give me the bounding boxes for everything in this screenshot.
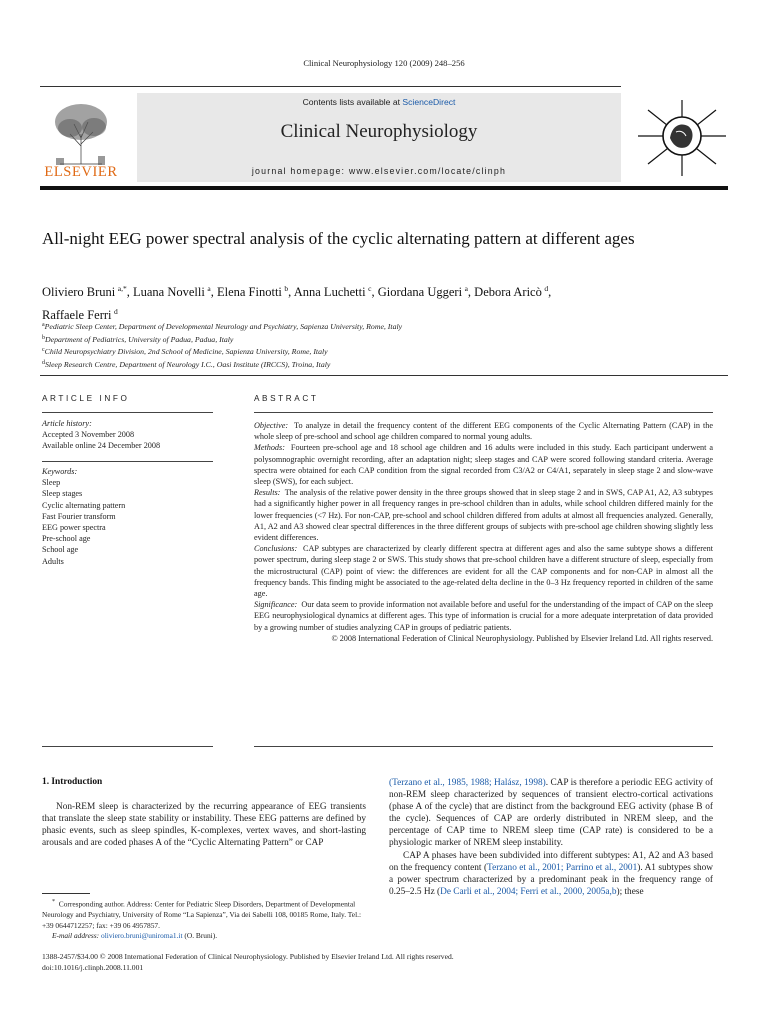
author-name[interactable]: Giordana Uggeri bbox=[377, 285, 463, 299]
author-name[interactable]: Elena Finotti bbox=[216, 285, 282, 299]
intro-text: CAP A phases have been subdivided into different subtypes: A1, A2 and A3 based on the frequency content ( bbox=[389, 850, 713, 873]
conclusions-text: CAP subtypes are characterized by clearly different spectra at different ages and also the same subtype shows a different power spectrum, during sleep stage 2 or SWS. This study shows that pre-school children have a different structure of sleep, especially from the microstructural (CAP) point of view: the differences are evident for all the CAP components and for non-CAP in almost all the frequency bands. This finding might be associated to the age-related delta decline in the 0–3 Hz frequency reported in children of the same age. bbox=[254, 544, 713, 599]
abstract-label: ABSTRACT bbox=[254, 394, 319, 403]
keyword: Sleep stages bbox=[42, 489, 83, 499]
author-affiliation-marker: d bbox=[544, 284, 549, 293]
affiliation-line bbox=[42, 358, 682, 371]
header-divider bbox=[40, 86, 621, 87]
footnote-text: Corresponding author. Address: Center for Pediatric Sleep Disorders, Department of Developmental Neurology and Psychiatry, University of Rome “La Sapienza”, Via dei Sabelli 108, 00185 Rome, Italy. Tel.: +39 0644712257; fax: +39 06 4957857. bbox=[42, 899, 362, 930]
contents-line bbox=[137, 97, 621, 107]
section-divider bbox=[40, 375, 728, 376]
author-affiliation-marker: c bbox=[368, 284, 372, 293]
author-list: Oliviero Bruni $^{a,*}$, Luana Novelli $^a$, Elena Finotti $^b$, Anna Luchetti $^c$, Giordana Uggeri $^a$, Debora Aricò $^d$, Raffaele Ferri $^d$ bbox=[42, 284, 552, 322]
abstract-significance bbox=[254, 599, 713, 633]
bottom-meta bbox=[42, 952, 642, 974]
affiliation-marker: d bbox=[42, 359, 45, 366]
affiliation-text: Sleep Research Centre, Department of Neurology I.C., Oasi Institute (IRCCS), Troina, Italy bbox=[45, 359, 331, 369]
abstract-end-rule bbox=[254, 746, 713, 747]
journal-homepage[interactable]: journal homepage: www.elsevier.com/locate/clinph bbox=[251, 166, 507, 176]
keyword: Pre-school age bbox=[42, 534, 91, 544]
methods-label: Methods: bbox=[254, 443, 285, 453]
paper-title: All-night EEG power spectral analysis of the cyclic alternating pattern at different ages bbox=[42, 229, 635, 248]
keywords-rule bbox=[42, 461, 213, 462]
keyword: School age bbox=[42, 545, 79, 555]
author-email-link[interactable]: oliviero.bruni@uniroma1.it bbox=[101, 931, 183, 941]
affiliation-text: Pediatric Sleep Center, Department of Developmental Neurology and Psychiatry, Sapienza University, Rome, Italy bbox=[44, 322, 403, 331]
affiliations bbox=[42, 320, 682, 370]
corresponding-author-footnote bbox=[42, 897, 368, 942]
doi[interactable]: doi:10.1016/j.clinph.2008.11.001 bbox=[42, 962, 144, 972]
email-label: E-mail address: bbox=[52, 931, 100, 941]
author-affiliation-marker: d bbox=[114, 307, 118, 316]
footnote-text-block bbox=[42, 897, 368, 931]
citation-link[interactable]: De Carli et al., 2004; Ferri et al., 2000, 2005a,b bbox=[440, 886, 617, 897]
author-affiliation-marker: b bbox=[284, 284, 289, 293]
keyword: Adults bbox=[42, 556, 64, 566]
publisher-logo-text: ELSEVIER bbox=[44, 164, 118, 180]
intro-text: . CAP is therefore a periodic EEG activity of non-REM sleep characterized by sequences of transient electro-cortical activations (phase A of the cycle) that are distinct from the background EEG activity (phase B of the cycle). Sequences of CAP are orderly distributed in NREM sleep, and the percentage of CAP time to NREM sleep time (CAP rate) is considered to be a physiologic marker of NREM sleep instability. bbox=[389, 778, 713, 849]
significance-text: Our data seem to provide information not available before and useful for the understanding of the impact of CAP on the sleep EEG neurophysiological dynamics at different ages. This type of information is crucial for a more adequate interpretation of data provided by a growing number of studies analyzing CAP in groups of pediatric patients. bbox=[254, 600, 713, 632]
abstract-conclusions bbox=[254, 543, 713, 599]
journal-title: Clinical Neurophysiology bbox=[280, 121, 478, 142]
journal-banner bbox=[137, 93, 621, 182]
intro-right-column bbox=[389, 777, 713, 898]
contents-prefix: Contents lists available at bbox=[302, 97, 403, 107]
accepted-date: Accepted 3 November 2008 bbox=[42, 430, 135, 440]
abstract-copyright: © 2008 International Federation of Clinical Neurophysiology. Published by Elsevier Ireland Ltd. All rights reserved. bbox=[331, 633, 713, 643]
abstract-rule bbox=[254, 412, 713, 413]
results-text: The analysis of the relative power density in the three groups showed that in sleep stage 2 and in SWS, CAP A1, A2, A3 subtypes had a significantly higher power in all frequency ranges in pre-school children than in adults, while school children differed mainly for the lower frequencies (<7 Hz). For non-CAP, pre-school and school children differed from adults at almost all frequencies analyzed. Generally, A1, A2 and A3 showed clear spectral differences in the three different groups of subjects with pre-school age children showing slightly less evident differences. bbox=[254, 488, 713, 543]
issn-copyright: 1388-2457/$34.00 © 2008 International Federation of Clinical Neurophysiology. Published by Elsevier Ireland Ltd. All rights reserved. bbox=[42, 952, 454, 961]
author-affiliation-marker: a,* bbox=[117, 284, 127, 293]
objective-label: Objective: bbox=[254, 421, 289, 430]
author-name[interactable]: Luana Novelli bbox=[133, 285, 205, 299]
affiliation-line bbox=[42, 333, 682, 346]
author-affiliation-marker: a bbox=[207, 284, 211, 293]
affiliation-line bbox=[42, 345, 682, 358]
abstract-body bbox=[254, 420, 713, 644]
abstract-objective bbox=[254, 420, 713, 442]
intro-paragraph bbox=[389, 850, 713, 898]
citation-link[interactable]: Terzano et al., 2001; Parrino et al., 2001 bbox=[487, 862, 638, 873]
journal-emblem-icon bbox=[632, 96, 732, 180]
author-name[interactable]: Raffaele Ferri bbox=[42, 308, 112, 322]
affiliation-marker: a bbox=[42, 322, 45, 328]
affiliation-text: Child Neuropsychiatry Division, 2nd School of Medicine, Sapienza University, Rome, Italy bbox=[44, 347, 328, 356]
results-label: Results: bbox=[254, 488, 281, 498]
affiliation-text: Department of Pediatrics, University of Padua, Padua, Italy bbox=[45, 334, 234, 344]
author-name[interactable]: Anna Luchetti bbox=[293, 285, 366, 299]
keyword: Cyclic alternating pattern bbox=[42, 500, 126, 510]
article-info-end-rule bbox=[42, 746, 213, 747]
conclusions-label: Conclusions: bbox=[254, 544, 298, 554]
sciencedirect-link[interactable]: ScienceDirect bbox=[402, 97, 456, 107]
abstract-results bbox=[254, 487, 713, 543]
footnote-rule bbox=[42, 893, 90, 894]
keywords-block bbox=[42, 466, 213, 567]
article-info-label: ARTICLE INFO bbox=[42, 394, 130, 403]
available-date: Available online 24 December 2008 bbox=[42, 441, 161, 451]
affiliation-marker: c bbox=[42, 347, 45, 353]
affiliation-marker: b bbox=[42, 334, 45, 341]
author-affiliation-marker: a bbox=[464, 284, 468, 293]
email-suffix: (O. Bruni). bbox=[184, 931, 218, 941]
journal-citation: Clinical Neurophysiology 120 (2009) 248–256 bbox=[303, 58, 465, 68]
intro-text: ); these bbox=[616, 886, 644, 897]
methods-text: Fourteen pre-school age and 18 school age children and 16 adults were included in this study. Each participant underwent a polysomnographic overnight recording, after an adaptation night; sleep stages and CAP were scored following standard criteria. Average spectra were obtained for each CAP condition from the signal recorded from C3/A2 or C4/A1, separately in sleep stage 2 and slow-wave sleep (SWS), for each subject. bbox=[254, 443, 714, 487]
intro-left-paragraph: Non-REM sleep is characterized by the recurring appearance of EEG transients that translate the sleep state stability or instability. These EEG patterns are defined by phasic events, such as sleep spindles, K-complexes, vertex waves, and short-lasting arousals and are coded phases A of the “Cyclic Alternating Pattern” or CAP bbox=[42, 802, 366, 849]
abstract-methods bbox=[254, 442, 713, 487]
article-info-rule bbox=[42, 412, 213, 413]
footnote-marker: * bbox=[52, 899, 56, 905]
author-name[interactable]: Debora Aricò bbox=[474, 285, 542, 299]
intro-text: ). A1 subtypes show a power spectrum characterized by a predominant peak in the frequency range of 0.25–2.5 Hz ( bbox=[389, 862, 713, 897]
keywords-label: Keywords: bbox=[42, 467, 78, 476]
header-thick-rule bbox=[40, 186, 728, 190]
author-name[interactable]: Oliviero Bruni bbox=[42, 285, 116, 299]
objective-text: To analyze in detail the frequency content of the different EEG components of the Cyclic Alternating Pattern (CAP) in the whole sleep of pre-school and school age children compared to normal young adults. bbox=[254, 421, 713, 442]
footnote-email-line bbox=[42, 931, 368, 942]
keyword: Fast Fourier transform bbox=[42, 511, 116, 521]
keyword: Sleep bbox=[42, 478, 61, 488]
introduction-heading: 1. Introduction bbox=[42, 777, 103, 787]
history-label: Article history: bbox=[42, 419, 92, 428]
significance-label: Significance: bbox=[254, 600, 298, 610]
keyword: EEG power spectra bbox=[42, 523, 106, 533]
citation-link[interactable]: (Terzano et al., 1985, 1988; Halász, 1998) bbox=[389, 778, 546, 788]
affiliation-line bbox=[42, 320, 682, 333]
article-history bbox=[42, 418, 213, 452]
